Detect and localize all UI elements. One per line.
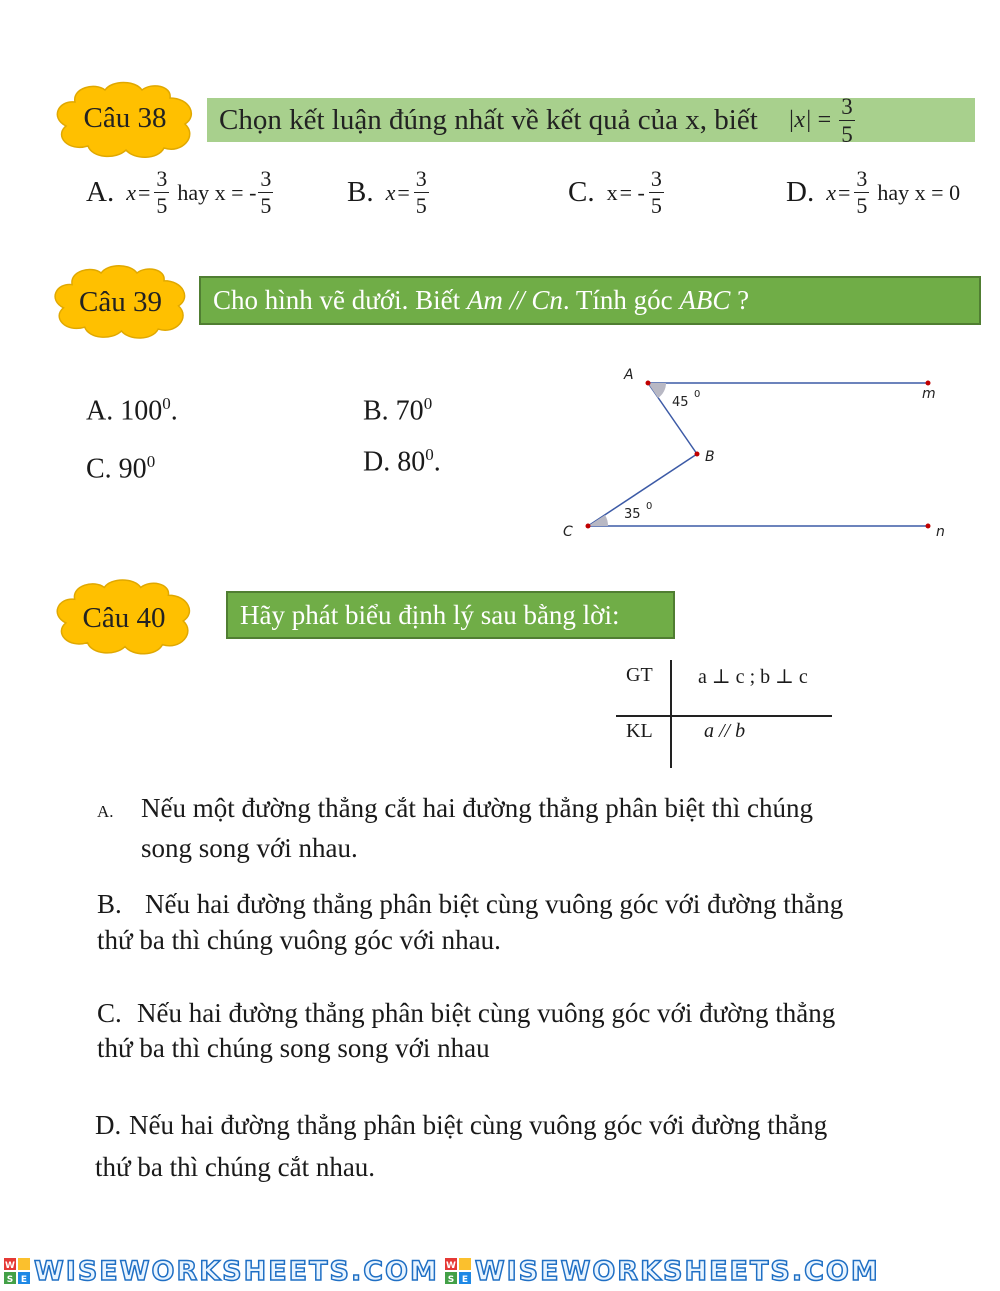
fraction — [839, 95, 855, 146]
prompt-text: Hãy phát biểu định lý sau bằng lời: — [240, 599, 620, 630]
label-a: A — [624, 367, 634, 383]
badge-cau-40 — [50, 576, 198, 658]
degree-mark-a: 0 — [694, 389, 701, 400]
option-line-1: Nếu hai đường thẳng phân biệt cùng vuông góc với đường thẳng — [145, 889, 844, 919]
answer-text: C. 90 — [86, 453, 147, 485]
denominator: 5 — [156, 193, 168, 218]
prompt-am-cn: Am // Cn — [466, 285, 563, 315]
segment-bc — [588, 454, 697, 526]
logo-letter: W — [445, 1261, 456, 1271]
label-m: m — [922, 386, 936, 402]
numerator: 3 — [156, 166, 168, 191]
denominator: 5 — [841, 121, 853, 147]
option-line-2: song song với nhau. — [141, 833, 358, 863]
footer-text-2: WISEWORKSHEETS.COM — [474, 1255, 880, 1287]
option-label: C. — [568, 176, 595, 208]
degree-sup: 0 — [146, 452, 156, 471]
answer-text: B. 70 — [363, 395, 424, 427]
q39-answer-a[interactable] — [86, 394, 178, 427]
badge-label: Câu 40 — [82, 602, 166, 634]
answer-text: D. 80 — [363, 446, 426, 478]
table-vline — [670, 660, 672, 768]
abs-equation — [788, 95, 857, 146]
footer-watermark — [0, 1256, 1000, 1286]
x-var: x — [126, 179, 136, 205]
denominator: 5 — [415, 193, 427, 218]
q40-option-c[interactable] — [97, 996, 835, 1066]
option-line-2: thứ ba thì chúng cắt nhau. — [95, 1152, 376, 1182]
logo-grid — [445, 1258, 471, 1284]
q38-option-c[interactable] — [568, 168, 666, 217]
option-math — [607, 168, 666, 217]
logo-letter: S — [447, 1275, 455, 1284]
gt-label: GT — [626, 664, 653, 686]
option-label: D. — [95, 1110, 122, 1140]
prompt-text-3: ? — [730, 285, 750, 315]
x-var: x — [606, 179, 618, 205]
degree-sup: 0 — [423, 394, 433, 413]
angle-label-45: 45 — [672, 395, 689, 410]
logo-letter: S — [6, 1275, 14, 1284]
equals-sign: = — [817, 106, 832, 133]
q40-option-a[interactable] — [97, 790, 813, 866]
kl-label: KL — [626, 720, 653, 742]
numerator: 3 — [260, 166, 272, 191]
option-label: D. — [786, 176, 815, 208]
prompt-text: Cho hình vẽ dưới. Biết — [213, 285, 467, 315]
q39-answer-c[interactable] — [86, 452, 155, 485]
option-label: C. — [97, 998, 122, 1028]
table-hline — [616, 715, 832, 717]
hay-text: hay x = 0 — [877, 179, 961, 205]
option-label: B. — [347, 176, 374, 208]
badge-cau-38 — [50, 80, 200, 160]
logo-letter: E — [20, 1275, 28, 1284]
answer-tail: . — [433, 446, 441, 478]
denominator: 5 — [260, 193, 272, 218]
point-b — [695, 452, 700, 457]
option-line-1: Nếu một đường thẳng cắt hai đường thẳng phân biệt thì chúng — [141, 793, 813, 823]
question-38-prompt — [207, 93, 975, 147]
gt-kl-table — [616, 660, 832, 770]
wise-logo-icon — [445, 1258, 471, 1284]
numerator: 3 — [415, 166, 427, 191]
badge-label: Câu 38 — [83, 102, 167, 134]
q38-option-b[interactable] — [347, 168, 431, 217]
equals: = — [137, 179, 151, 205]
prompt-abc: ABC — [679, 285, 731, 315]
option-math — [126, 168, 275, 217]
answer-tail: . — [170, 395, 178, 427]
point-n — [926, 524, 931, 529]
label-n: n — [936, 524, 945, 540]
option-label: B. — [97, 889, 122, 919]
gt-value: a ⊥ c ; b ⊥ c — [698, 666, 808, 688]
equals: = — [397, 179, 410, 205]
label-b: B — [705, 449, 715, 465]
angle-arc-c — [588, 515, 608, 526]
option-line-1: Nếu hai đường thẳng phân biệt cùng vuông góc với đường thẳng — [129, 1110, 828, 1140]
fraction — [854, 168, 869, 217]
option-math — [826, 168, 960, 217]
denominator: 5 — [856, 193, 868, 218]
option-label: A. — [97, 802, 114, 821]
badge-label: Câu 39 — [79, 286, 162, 318]
hay-text: hay x = - — [177, 179, 257, 205]
equals: = — [837, 179, 851, 205]
geometry-figure — [550, 358, 970, 548]
fraction — [154, 168, 169, 217]
kl-value: a // b — [704, 720, 746, 742]
numerator: 3 — [650, 166, 662, 191]
wise-logo-icon — [4, 1258, 30, 1284]
abs-x: |x| — [787, 106, 812, 133]
q40-option-b[interactable] — [97, 886, 843, 958]
question-39-prompt — [199, 276, 981, 325]
q39-answer-d[interactable] — [363, 445, 441, 478]
option-label: A. — [86, 176, 115, 208]
question-40-prompt — [226, 591, 675, 639]
answer-text: A. 100 — [86, 395, 163, 427]
degree-sup: 0 — [162, 394, 171, 413]
degree-sup: 0 — [425, 445, 434, 464]
numerator: 3 — [856, 166, 868, 191]
q39-answer-b[interactable] — [363, 394, 432, 427]
angle-arc-a — [648, 383, 666, 398]
point-a — [646, 381, 651, 386]
fraction — [649, 168, 664, 217]
q40-option-d[interactable] — [95, 1104, 827, 1188]
fraction — [414, 168, 429, 217]
x-var: x — [385, 179, 396, 205]
prompt-text: Chọn kết luận đúng nhất về kết quả của x, biết — [219, 103, 758, 136]
degree-mark-c: 0 — [646, 501, 653, 512]
option-line-2: thứ ba thì chúng song song với nhau — [97, 1033, 490, 1063]
point-c — [586, 524, 591, 529]
option-line-1: Nếu hai đường thẳng phân biệt cùng vuông góc với đường thẳng — [137, 998, 836, 1028]
footer-text-1: WISEWORKSHEETS.COM — [34, 1255, 439, 1287]
badge-cau-39 — [48, 262, 193, 342]
logo-letter: E — [461, 1275, 468, 1284]
angle-label-35: 35 — [624, 507, 641, 522]
fraction — [258, 168, 273, 217]
numerator: 3 — [841, 93, 853, 119]
logo-letter: W — [5, 1261, 15, 1271]
equals: = - — [619, 179, 645, 205]
q38-option-a[interactable] — [86, 168, 275, 217]
denominator: 5 — [650, 193, 662, 218]
logo-grid — [4, 1258, 30, 1284]
option-math — [386, 168, 431, 217]
label-c: C — [563, 524, 573, 540]
point-m — [926, 381, 931, 386]
x-var: x — [826, 179, 836, 205]
option-line-2: thứ ba thì chúng vuông góc với nhau. — [97, 925, 501, 955]
prompt-text-2: . Tính góc — [562, 285, 680, 315]
q38-option-d[interactable] — [786, 168, 960, 217]
